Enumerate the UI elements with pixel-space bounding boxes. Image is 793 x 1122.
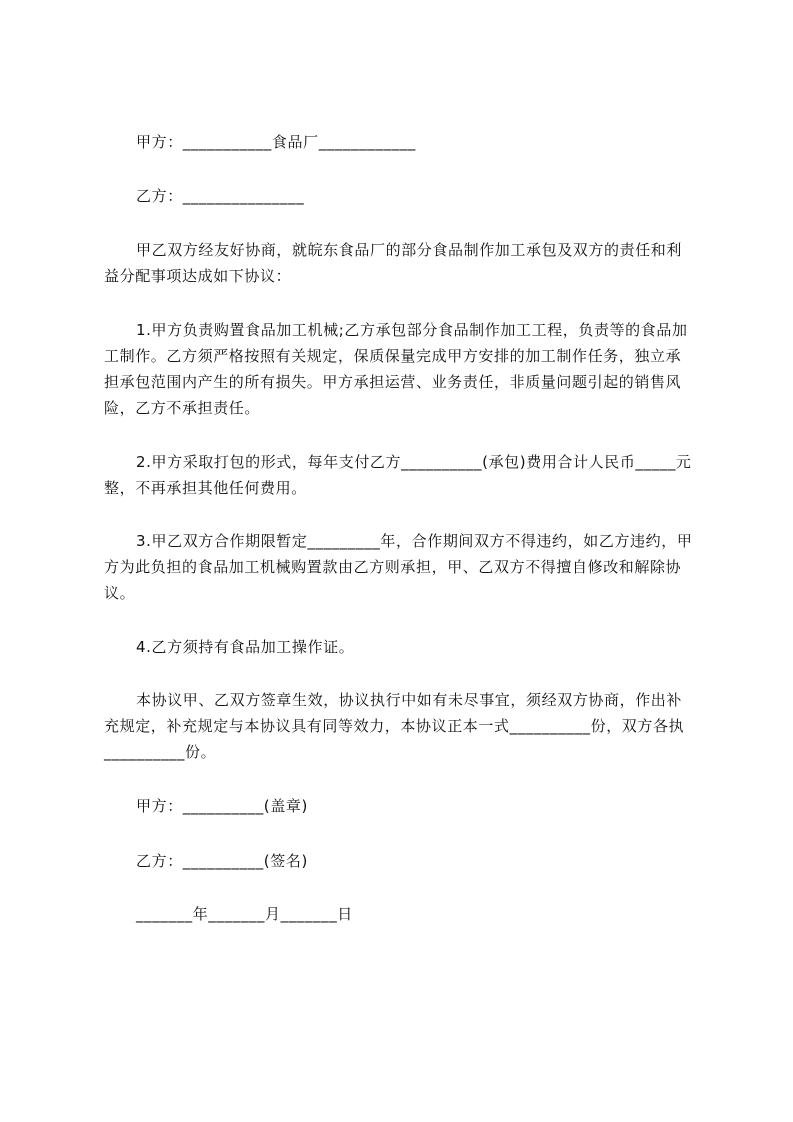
clause-3-line-2: 方为此负担的食品加工机械购置款由乙方则承担，甲、乙双方不得擅自修改和解除协	[104, 558, 682, 576]
signature-party-a: 甲方：__________(盖章)	[136, 797, 308, 815]
party-b-line: 乙方：_______________	[136, 187, 305, 205]
clause-2-line-1: 2.甲方采取打包的形式，每年支付乙方__________(承包)费用合计人民币_____元	[136, 453, 692, 471]
clause-3-line-1: 3.甲乙双方合作期限暂定_________年，合作期间双方不得违约，如乙方违约，甲	[136, 532, 693, 550]
signature-party-b: 乙方：__________(签名)	[136, 852, 308, 870]
clause-2-line-2: 整，不再承担其他任何费用。	[104, 479, 307, 497]
clause-1-line-4: 险，乙方不承担责任。	[104, 399, 261, 417]
clause-1-line-3: 担承包范围内产生的所有损失。甲方承担运营、业务责任，非质量问题引起的销售风	[104, 373, 682, 391]
clause-4-line: 4.乙方须持有食品加工操作证。	[136, 638, 355, 656]
party-a-line: 甲方：___________食品厂____________	[136, 133, 416, 151]
clause-1-line-1: 1.甲方负责购置食品加工机械;乙方承包部分食品制作加工工程，负责等的食品加	[136, 321, 688, 339]
clause-1-line-2: 工制作。乙方须严格按照有关规定，保质保量完成甲方安排的加工制作任务，独立承	[104, 347, 682, 365]
effect-line-2: 充规定，补充规定与本协议具有同等效力，本协议正本一式__________份，双方各执	[104, 717, 685, 735]
date-line: _______年_______月_______日	[136, 905, 353, 923]
intro-line-1: 甲乙双方经友好协商，就皖东食品厂的部分食品制作加工承包及双方的责任和利	[136, 241, 683, 259]
intro-line-2: 益分配事项达成如下协议：	[104, 267, 292, 285]
effect-line-3: __________份。	[104, 743, 217, 761]
clause-3-line-3: 议。	[104, 584, 136, 602]
effect-line-1: 本协议甲、乙双方签章生效，协议执行中如有未尽事宜，须经双方协商，作出补	[136, 691, 683, 709]
